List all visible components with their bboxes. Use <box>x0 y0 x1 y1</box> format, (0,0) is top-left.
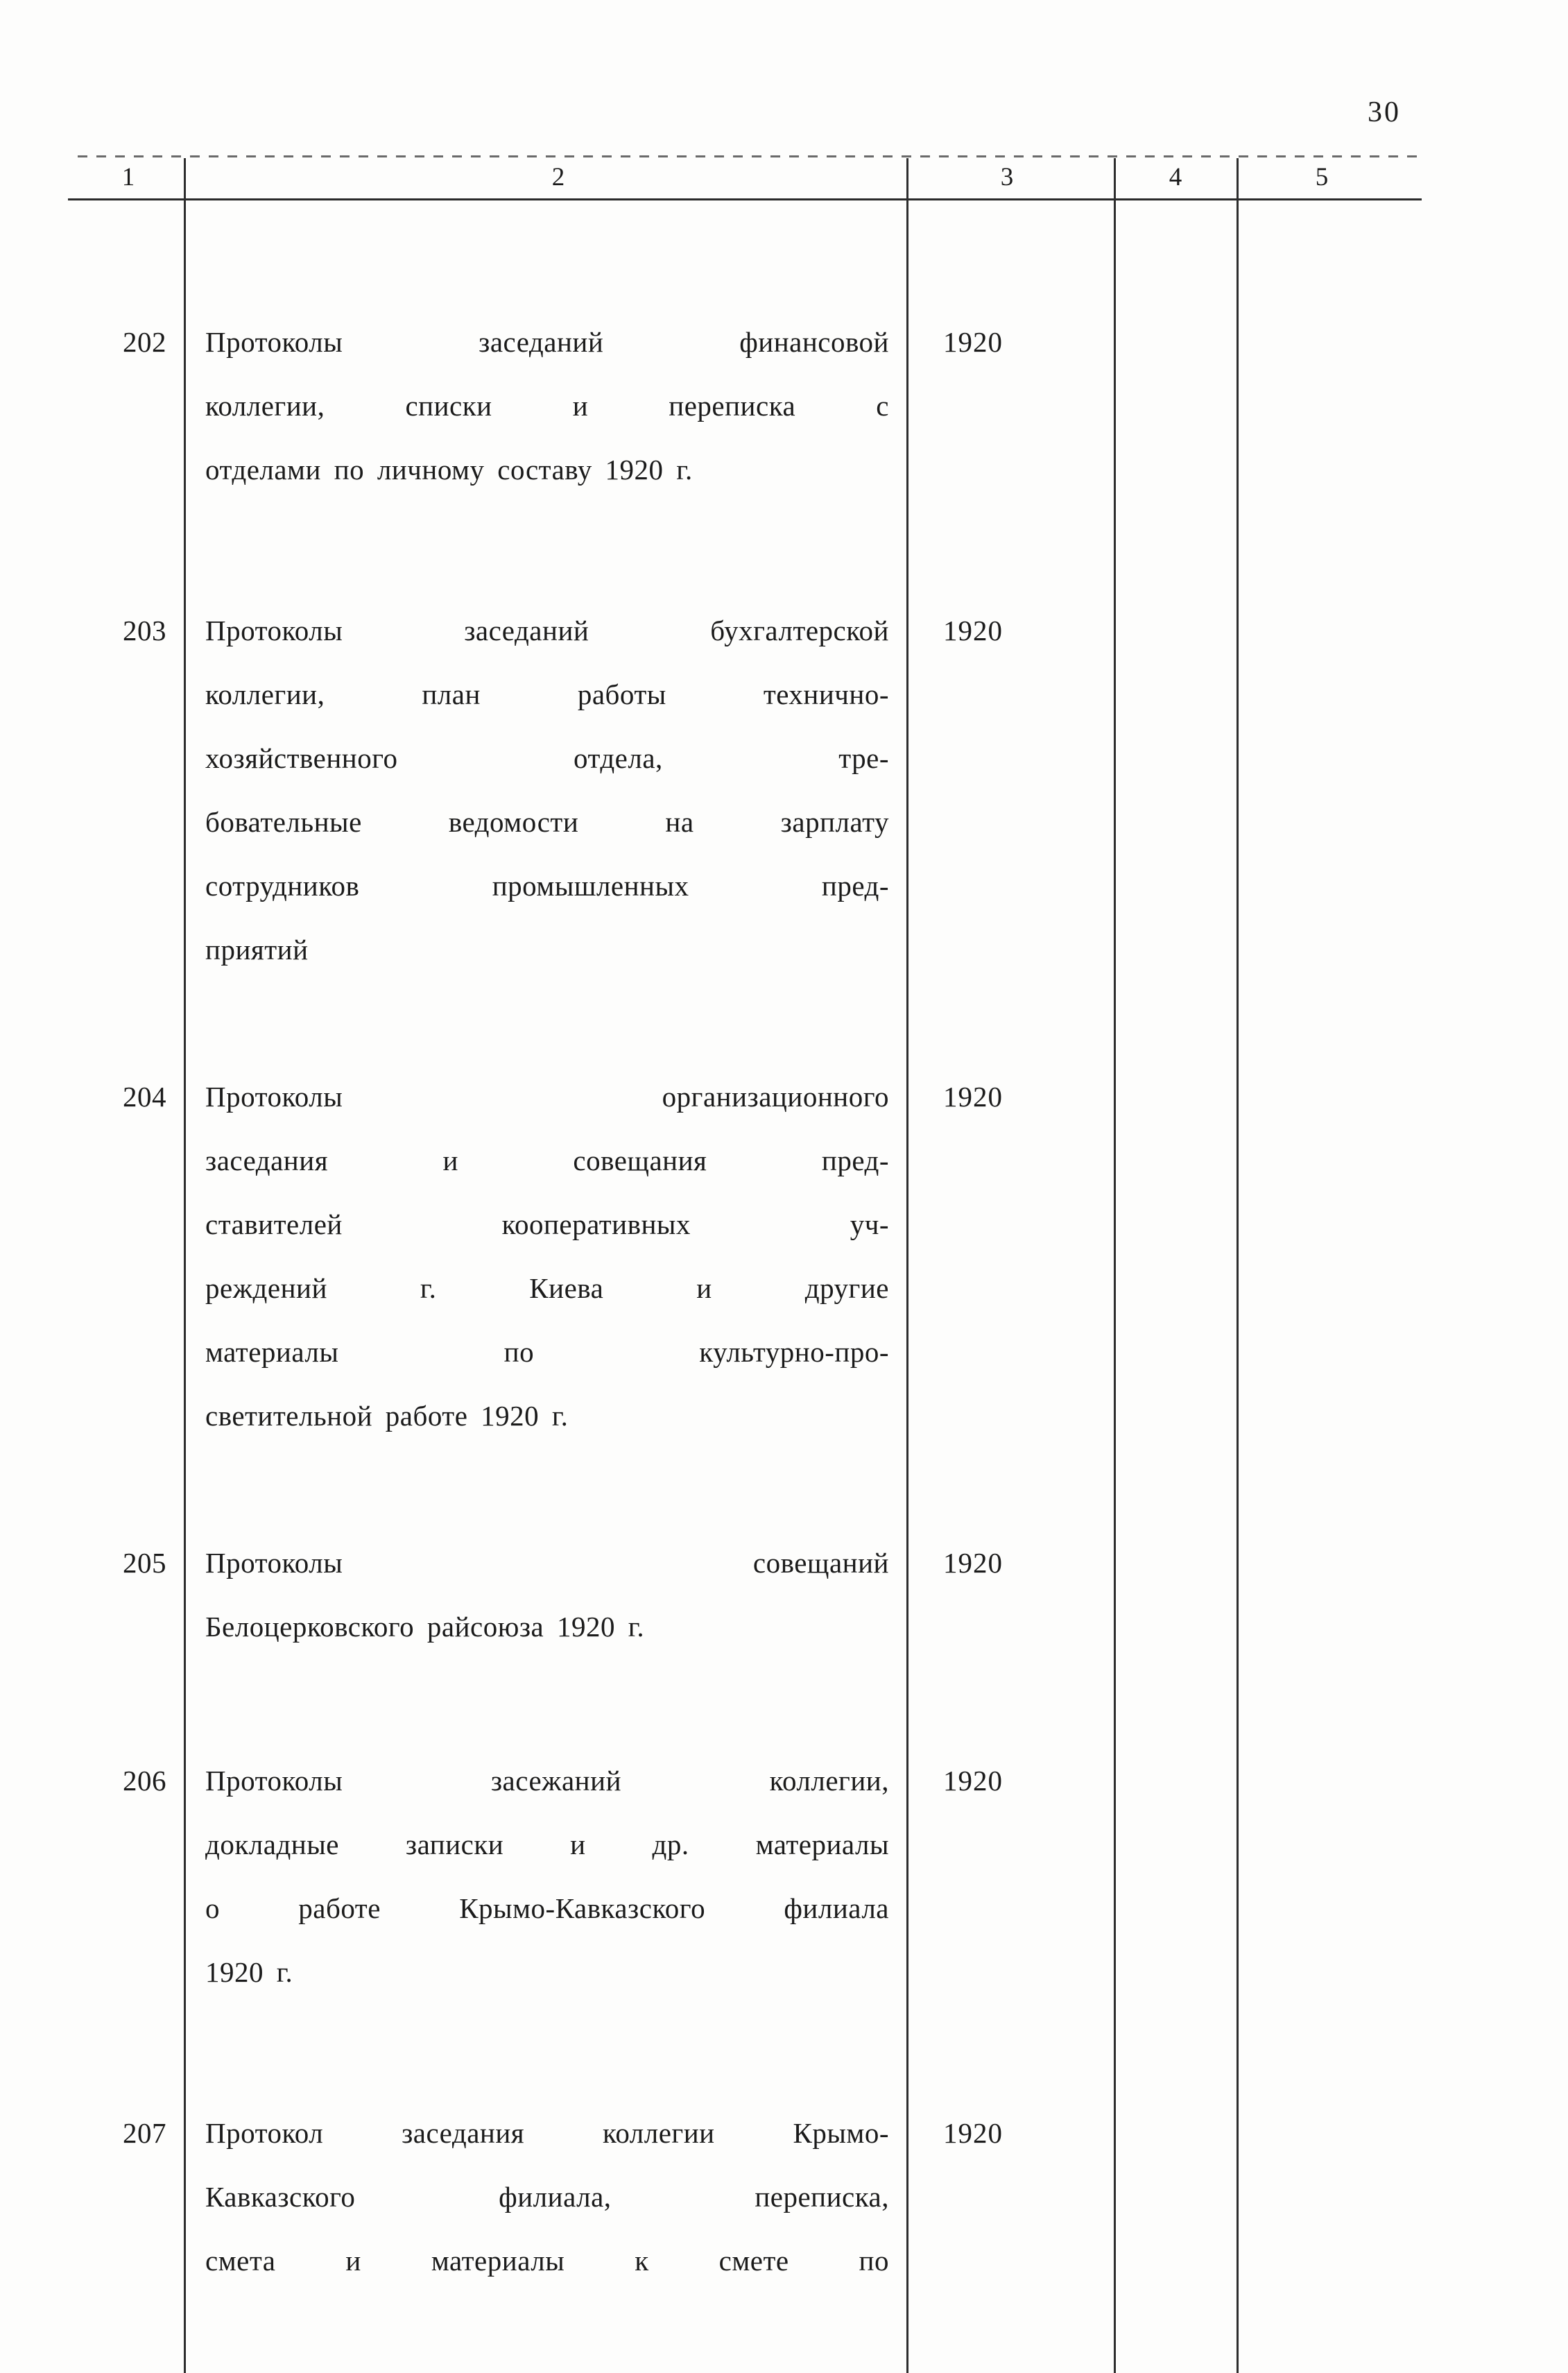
description-line: материалы по культурно-про- <box>205 1336 889 1368</box>
column-header-2: 2 <box>551 163 565 191</box>
description-line: Протоколы совещаний <box>205 1547 889 1579</box>
description-line: бовательные ведомости на зарплату <box>205 806 889 838</box>
description-line: коллегии, списки и переписка с <box>205 390 889 422</box>
row-number: 205 <box>123 1547 166 1579</box>
description-line: о работе Крымо-Кавказского филиала <box>205 1892 889 1924</box>
description-line: светительной работе 1920 г. <box>205 1400 569 1432</box>
description-line: докладные записки и др. материалы <box>205 1828 889 1860</box>
row-description <box>184 2101 907 2293</box>
column-header-4: 4 <box>1169 163 1182 191</box>
description-line: Протоколы организационного <box>205 1081 889 1113</box>
header-rule <box>68 198 1422 200</box>
table-row <box>0 310 1414 502</box>
table-row <box>0 599 1414 982</box>
header-dashed-rule <box>78 155 1422 157</box>
table-row <box>0 2101 1414 2293</box>
row-description <box>184 1749 907 2004</box>
row-number: 204 <box>123 1081 166 1113</box>
row-number: 203 <box>123 615 166 646</box>
row-year: 1920 <box>943 1765 1003 1797</box>
row-number: 207 <box>123 2117 166 2149</box>
description-line: реждений г. Киева и другие <box>205 1272 889 1304</box>
description-line: Протоколы заседаний финансовой <box>205 326 889 358</box>
description-line: Протоколы засежаний коллегии, <box>205 1765 889 1797</box>
column-header-5: 5 <box>1315 163 1329 191</box>
row-description <box>184 599 907 982</box>
description-line: ставителей кооперативных уч- <box>205 1208 889 1240</box>
table-row <box>0 1531 1414 1659</box>
table-row <box>0 1749 1414 2004</box>
description-line: отделами по личному составу 1920 г. <box>205 454 693 486</box>
description-line: заседания и совещания пред- <box>205 1145 889 1176</box>
row-description <box>184 1531 907 1659</box>
description-line: сотрудников промышленных пред- <box>205 870 889 902</box>
description-line: 1920 г. <box>205 1956 293 1988</box>
column-header-3: 3 <box>1000 163 1014 191</box>
description-line: Белоцерковского райсоюза 1920 г. <box>205 1611 645 1643</box>
description-line: Протокол заседания коллегии Крымо- <box>205 2117 889 2149</box>
row-number: 206 <box>123 1765 166 1797</box>
row-description <box>184 310 907 502</box>
description-line: приятий <box>205 934 309 966</box>
row-number: 202 <box>123 326 166 358</box>
row-year: 1920 <box>943 1081 1003 1113</box>
page-number: 30 <box>1368 96 1401 128</box>
row-year: 1920 <box>943 615 1003 646</box>
description-line: коллегии, план работы технично- <box>205 678 889 710</box>
row-year: 1920 <box>943 2117 1003 2149</box>
row-description <box>184 1065 907 1448</box>
description-line: Кавказского филиала, переписка, <box>205 2181 889 2213</box>
row-year: 1920 <box>943 1547 1003 1579</box>
table-body <box>0 201 1414 2293</box>
table-row <box>0 1065 1414 1448</box>
description-line: Протоколы заседаний бухгалтерской <box>205 615 889 646</box>
description-line: хозяйственного отдела, тре- <box>205 742 889 774</box>
row-year: 1920 <box>943 326 1003 358</box>
description-line: смета и материалы к смете по <box>205 2245 889 2277</box>
column-header-1: 1 <box>121 163 135 191</box>
